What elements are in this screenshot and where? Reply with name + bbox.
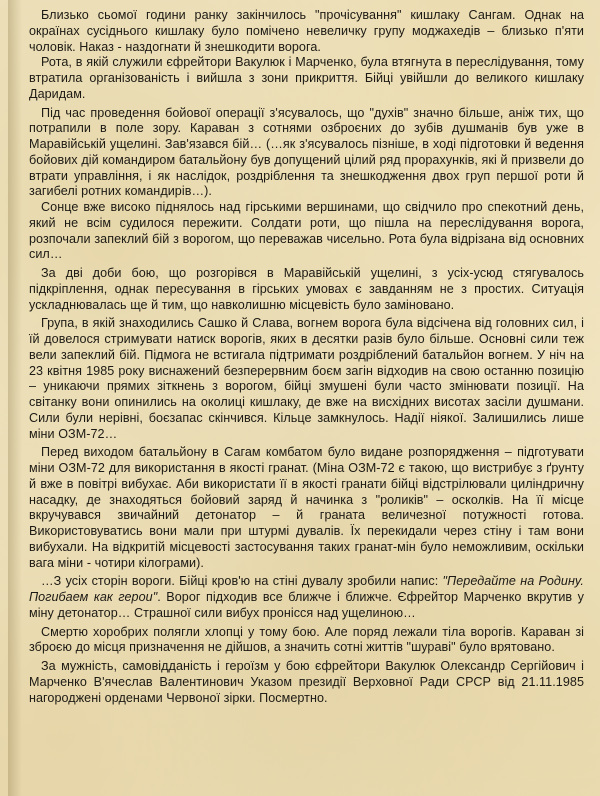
paragraph-fallen-heroes: Смертю хоробрих полягли хлопці у тому бою. Але поряд лежали тіла ворогів. Караван зі зброєю до місця призначення не дійшов, а значить сотні життів "шураві" було врятовано. (29, 624, 584, 655)
paragraph-sun-rising: Сонце вже високо піднялось над гірськими вершинами, що свідчило про спекотний день, який не всім судилося пережити. Солдати роти, що пішла на переслідування ворога, розпочали запеклий бій з ворогом, що переважав чисельно. Рота була відрізана від основних сил… (29, 200, 584, 262)
paragraph-ozm72-order: Перед виходом батальйону в Сагам комбатом було видане розпорядження – підготувати міни ОЗМ-72 для використання в якості гранат. (Міна ОЗМ-72 є такою, що вистрибує з ґрунту й вже в повітрі вибухає. Аби використати її в якості гранати бійці відстрілювали циліндричну насадку, де знаходяться бойовий заряд й начинка з "роликів" – осколків. На її місце вкручувався звичайний детонатор – й граната величезної потужності готова. Використовуватись вони мали при штурмі дувалів. Їх перекидали через стіну і там вони вибухали. На відкритій місцевості застосування таких гранат-мін було неможливим, оскільки вага міни - чотири кілограми). (29, 445, 584, 570)
last-stand-text-start: …З усіх сторін вороги. Бійці кров'ю на стіні дувалу зробили напис: (41, 574, 443, 589)
paragraph-battle-start: Під час проведення бойової операції з'ясувалось, що "духів" значно більше, аніж тих, що потрапили в поле зору. Караван з сотнями озброєних до зубів душманів був уже в Маравійській ущелині. Зав'язався бій… (…як з'ясувалось пізніше, в ході підготовки й ведення бойових дій командиром батальйону був допущений цілий ряд прорахунків, які й призвели до втрати управління, і як наслідок, роздріблення та знешкодження двох груп першої роти й загибелі ротних командирів…). (29, 105, 584, 199)
wall-inscription-quote: "Передайте на Родину. Погибаем как герои" (29, 574, 584, 604)
paragraph-two-days: За дві доби бою, що розгорівся в Маравійській ущелині, з усіх-усюд стягувалось підкріплення, однак пересування в гірських умовах є завданням не з простих. Ситуація ускладнювалась ще й тим, що навколишню місцевість було заміновано. (29, 266, 584, 312)
paragraph-awards: За мужність, самовідданість і героїзм у бою єфрейтори Вакулюк Олександр Сергійович і Марченко В'ячеслав Валентинович Указом президії Верховної Ради СРСР від 21.11.1985 нагороджені орденами Червоної зірки. Посмертно. (29, 659, 584, 705)
paragraph-group-cut-off: Група, в якій знаходились Сашко й Слава, вогнем ворога була відсічена від головних сил, і їй довелося стримувати натиск ворогів, яких в десятки разів було більше. Основні сили теж вели запеклий бій. Підмога не встигала підтримати роздріблений батальйон вогнем. У ніч на 23 квітня 1985 року виснажений безперервним боєм загін відходив на свою останню позицію – уникаючи прямих зіткнень з ворогом, бійці змушені були часто змінювати позиції. На світанку вони опинились на околиці кишлаку, де вже на висхідних висотах засіли душмани. Сили були нерівні, боєзапас скінчився. Кільце замкнулось. Надії ніякої. Залишились лише міни ОЗМ-72… (29, 316, 584, 441)
paragraph-company-pursuit: Рота, в якій служили єфрейтори Вакулюк і Марченко, була втягнута в переслідування, тому втратила організованість і вийшла з зони прикриття. Бійці увійшли до великого кишлаку Даридам. (29, 55, 584, 101)
last-stand-text-end: . Ворог підходив все ближче і ближче. Єфрейтор Марченко вкрутив у міну детонатор… Страшної сили вибух пронісся над ущелиною… (29, 590, 584, 620)
paragraph-last-stand (29, 574, 584, 621)
paragraph-morning-search: Близько сьомої години ранку закінчилось "прочісування" кишлаку Сангам. Однак на окраїнах сусіднього кишлаку було помічено невеличку групу моджахедів – близько п'яти чоловік. Наказ - наздогнати й знешкодити ворога. (29, 8, 584, 54)
